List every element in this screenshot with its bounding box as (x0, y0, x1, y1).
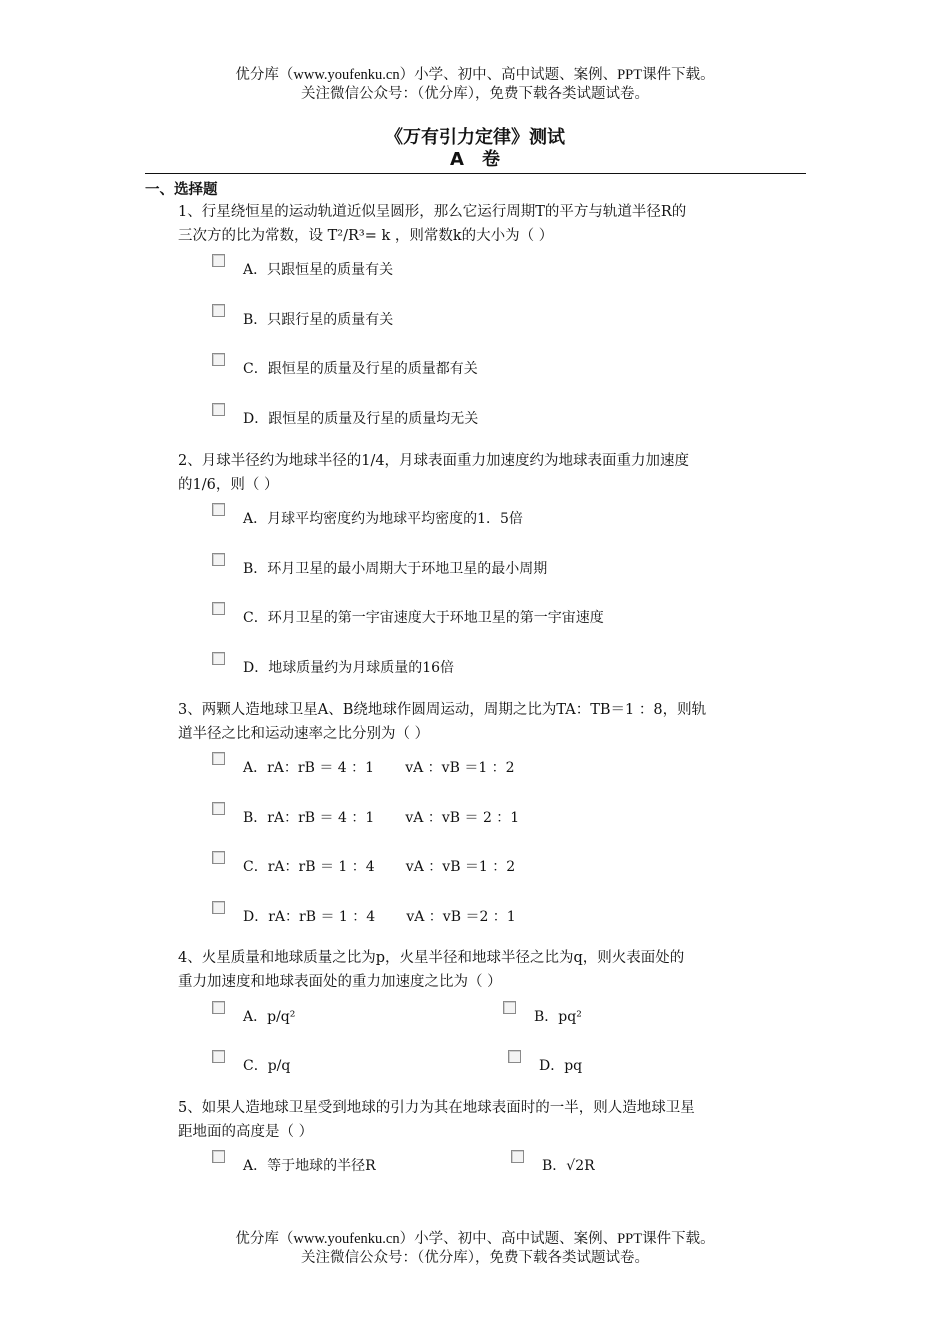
option-q2-b: B．环月卫星的最小周期大于环地卫星的最小周期 (243, 561, 548, 577)
option-q1-d: D．跟恒星的质量及行星的质量均无关 (243, 411, 479, 427)
option-q5-b: B．√2R (542, 1158, 595, 1174)
option-q4-b: B．pq² (534, 1009, 582, 1025)
footer-line-1: 优分库（www.youfenku.cn）小学、初中、高中试题、案例、PPT课件下载。 (235, 1231, 715, 1247)
header-line-1: 优分库（www.youfenku.cn）小学、初中、高中试题、案例、PPT课件下载。 (235, 67, 715, 83)
option-q2-a: A．月球平均密度约为地球平均密度的1．5倍 (243, 511, 523, 527)
header-line-2: 关注微信公众号：（优分库），免费下载各类试题试卷。 (301, 86, 649, 102)
checkbox-q4-b[interactable] (503, 1001, 516, 1014)
checkbox-q1-c[interactable] (212, 353, 225, 366)
question-2-line-1: 2、月球半径约为地球半径的1/4，月球表面重力加速度约为地球表面重力加速度 (178, 453, 690, 469)
question-3-line-1: 3、两颗人造地球卫星A、B绕地球作圆周运动，周期之比为TA：TB＝1 ：8，则轨 (178, 702, 707, 718)
question-4-line-2: 重力加速度和地球表面处的重力加速度之比为（ ） (178, 974, 502, 990)
checkbox-q2-a[interactable] (212, 503, 225, 516)
option-q3-b: B．rA：rB ＝ 4 ：1 vA ：vB ＝ 2 ：1 (243, 810, 520, 826)
checkbox-q1-d[interactable] (212, 403, 225, 416)
checkbox-q4-c[interactable] (212, 1050, 225, 1063)
question-5-line-1: 5、如果人造地球卫星受到地球的引力为其在地球表面时的一半，则人造地球卫星 (178, 1100, 695, 1116)
question-4-line-1: 4、火星质量和地球质量之比为p，火星半径和地球半径之比为q，则火表面处的 (178, 950, 685, 966)
checkbox-q3-c[interactable] (212, 851, 225, 864)
question-5-line-2: 距地面的高度是（ ） (178, 1124, 314, 1140)
option-q1-b: B．只跟行星的质量有关 (243, 312, 394, 328)
page-subtitle: A 卷 (450, 149, 500, 170)
checkbox-q1-b[interactable] (212, 304, 225, 317)
title-divider (145, 173, 806, 174)
option-q1-a: A．只跟恒星的质量有关 (243, 262, 394, 278)
question-3-line-2: 道半径之比和运动速率之比分别为（ ） (178, 726, 430, 742)
option-q4-d: D．pq (539, 1058, 583, 1074)
question-2-line-2: 的1/6，则（ ） (178, 477, 279, 493)
option-q5-a: A．等于地球的半径R (243, 1158, 376, 1174)
option-q4-c: C．p/q (243, 1058, 291, 1074)
checkbox-q4-a[interactable] (212, 1001, 225, 1014)
question-4-stem (178, 946, 806, 994)
checkbox-q5-a[interactable] (212, 1150, 225, 1163)
section-heading: 一、选择题 (145, 182, 218, 198)
option-q3-d: D．rA：rB ＝ 1 ：4 vA ：vB ＝2 ：1 (243, 909, 516, 925)
page-title: 《万有引力定律》测试 (385, 127, 565, 148)
checkbox-q5-b[interactable] (511, 1150, 524, 1163)
footer-line-2: 关注微信公众号：（优分库），免费下载各类试题试卷。 (301, 1250, 649, 1266)
question-2-stem (178, 449, 806, 497)
option-q3-c: C．rA：rB ＝ 1 ：4 vA ：vB ＝1 ：2 (243, 859, 516, 875)
question-1-stem (178, 200, 806, 248)
option-q2-d: D．地球质量约为月球质量的16倍 (243, 660, 455, 676)
option-q1-c: C．跟恒星的质量及行星的质量都有关 (243, 361, 478, 377)
option-q2-c: C．环月卫星的第一宇宙速度大于环地卫星的第一宇宙速度 (243, 610, 604, 626)
checkbox-q4-d[interactable] (508, 1050, 521, 1063)
option-q4-a: A．p/q² (243, 1009, 296, 1025)
checkbox-q3-b[interactable] (212, 802, 225, 815)
question-1-line-1: 1、行星绕恒星的运动轨道近似呈圆形，那么它运行周期T的平方与轨道半径R的 (178, 204, 687, 220)
checkbox-q2-b[interactable] (212, 553, 225, 566)
checkbox-q1-a[interactable] (212, 254, 225, 267)
option-q3-a: A．rA：rB ＝ 4 ：1 vA ：vB ＝1 ：2 (243, 760, 515, 776)
checkbox-q2-d[interactable] (212, 652, 225, 665)
question-1-line-2: 三次方的比为常数，设 T²/R³= k ，则常数k的大小为（ ） (178, 228, 554, 244)
question-5-stem (178, 1096, 806, 1144)
question-3-stem (178, 698, 806, 746)
checkbox-q2-c[interactable] (212, 602, 225, 615)
checkbox-q3-a[interactable] (212, 752, 225, 765)
checkbox-q3-d[interactable] (212, 901, 225, 914)
